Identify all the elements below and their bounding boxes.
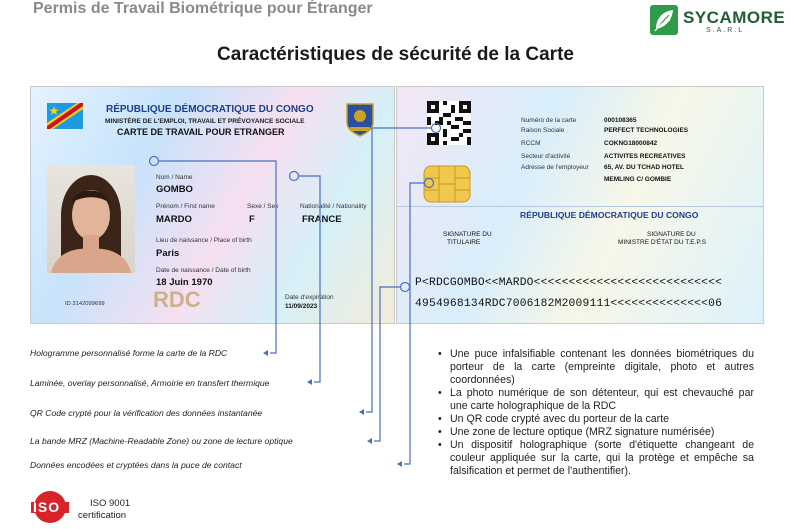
mrz-line-1: P<RDCGOMBO<<MARDO<<<<<<<<<<<<<<<<<<<<<<<<<<<	[415, 277, 723, 289]
caption-puce: Données encodées et cryptées dans la puce de contact	[30, 460, 242, 470]
sig-minister-line1: SIGNATURE DU	[647, 231, 696, 238]
iso-logo-icon	[28, 490, 72, 524]
sexe-label: Sexe / Sex	[247, 203, 279, 210]
qr-code-icon	[427, 101, 471, 145]
field-value-adresse-2: MEMLING C/ GOMBIE	[604, 176, 672, 183]
iso-line-2: certification	[78, 510, 127, 521]
logo-name: SYCAMORE	[683, 8, 786, 27]
card-back	[396, 86, 764, 324]
expiry-value: 11/09/2023	[285, 303, 318, 310]
sig-holder-line1: SIGNATURE DU	[443, 231, 492, 238]
mrz-line-2: 4954968134RDC7006182M2009111<<<<<<<<<<<<<<06	[415, 298, 723, 310]
sig-minister-line2: MINISTRE D'ÉTAT DU T.E.P.S	[618, 239, 707, 246]
holder-photo	[47, 165, 135, 273]
caption-laminee: Laminée, overlay personnalisé, Armoirie en transfert thermique	[30, 378, 270, 388]
expiry-label: Date d'expiration	[285, 294, 334, 301]
list-item: • Un dispositif holographique (sorte d'étiquette changeant de couleur appliquée sur la carte, qui la protège et empêche sa falsification et permet de l'authentifier).	[436, 439, 754, 478]
field-label-raison-sociale: Raison Sociale	[521, 127, 565, 134]
field-value-raison-sociale: PERFECT TECHNOLOGIES	[604, 127, 689, 134]
caption-hologram: Hologramme personnalisé forme la carte de la RDC	[30, 348, 228, 358]
front-ministry: MINISTÈRE DE L'EMPLOI, TRAVAIL ET PRÉVOYANCE SOCIALE	[105, 118, 305, 125]
list-item: • Une puce infalsifiable contenant les données biométriques du porteur de la carte (empreinte digitale, photo et autres coordonnées)	[436, 348, 754, 387]
field-value-adresse-1: 65, AV. DU TCHAD HOTEL	[604, 164, 684, 171]
nom-label: Nom / Name	[156, 174, 193, 181]
iso-certification	[78, 498, 130, 522]
field-value-card-number: 000108365	[604, 117, 637, 124]
nom-value: GOMBO	[156, 184, 193, 195]
front-country: RÉPUBLIQUE DÉMOCRATIQUE DU CONGO	[106, 104, 314, 115]
field-value-secteur: ACTIVITES RECREATIVES	[604, 153, 686, 160]
logo-subtitle: S.A.R.L	[706, 27, 745, 34]
iso-badge-text: ISO	[33, 499, 61, 515]
back-country: RÉPUBLIQUE DÉMOCRATIQUE DU CONGO	[520, 210, 699, 220]
card-front	[30, 86, 395, 324]
field-label-card-number: Numéro de la carte	[521, 117, 577, 124]
features-list	[436, 348, 754, 478]
main-title: Caractéristiques de sécurité de la Carte	[217, 44, 574, 65]
leaf-logo-icon	[650, 5, 678, 35]
company-logo	[650, 5, 786, 39]
rdc-hologram-text: RDC	[153, 287, 201, 312]
nationalite-label: Nationalité / Nationality	[300, 203, 367, 210]
iso-line-1: ISO 9001	[90, 498, 131, 509]
lieu-label: Lieu de naissance / Place of birth	[156, 237, 252, 244]
flag-icon	[47, 103, 83, 129]
lieu-value: Paris	[156, 248, 180, 259]
caption-mrz: La bande MRZ (Machine-Readable Zone) ou zone de lecture optique	[30, 436, 293, 446]
front-id-number: ID 3142099699	[65, 301, 105, 307]
coat-of-arms-icon	[343, 101, 377, 139]
field-value-rccm: COKNG18000842	[604, 140, 658, 147]
field-label-adresse: Adresse de l'employeur	[521, 164, 589, 171]
sig-holder-line2: TITULAIRE	[447, 239, 481, 246]
field-label-rccm: RCCM	[521, 140, 541, 147]
front-card-type: CARTE DE TRAVAIL POUR ETRANGER	[117, 127, 285, 137]
field-label-secteur: Secteur d'activité	[521, 153, 571, 160]
sexe-value: F	[249, 214, 255, 225]
chip-icon	[423, 165, 471, 203]
list-item: • Une zone de lecture optique (MRZ signature numérisée)	[436, 426, 754, 439]
prenom-value: MARDO	[156, 214, 192, 225]
list-item: • La photo numérique de son détenteur, qui est chevauché par une carte holographique de la RDC	[436, 387, 754, 413]
date-label: Date de naissance / Date of birth	[156, 267, 251, 274]
nationalite-value: FRANCE	[302, 214, 342, 225]
caption-qr-code: QR Code crypté pour la vérification des données instantanée	[30, 408, 263, 418]
page-header-title: Permis de Travail Biométrique pour Étranger	[33, 0, 373, 17]
prenom-label: Prénom / First name	[156, 203, 215, 210]
date-value: 18 Juin 1970	[156, 277, 213, 288]
list-item: • Un QR code crypté avec du porteur de la carte	[436, 413, 754, 426]
